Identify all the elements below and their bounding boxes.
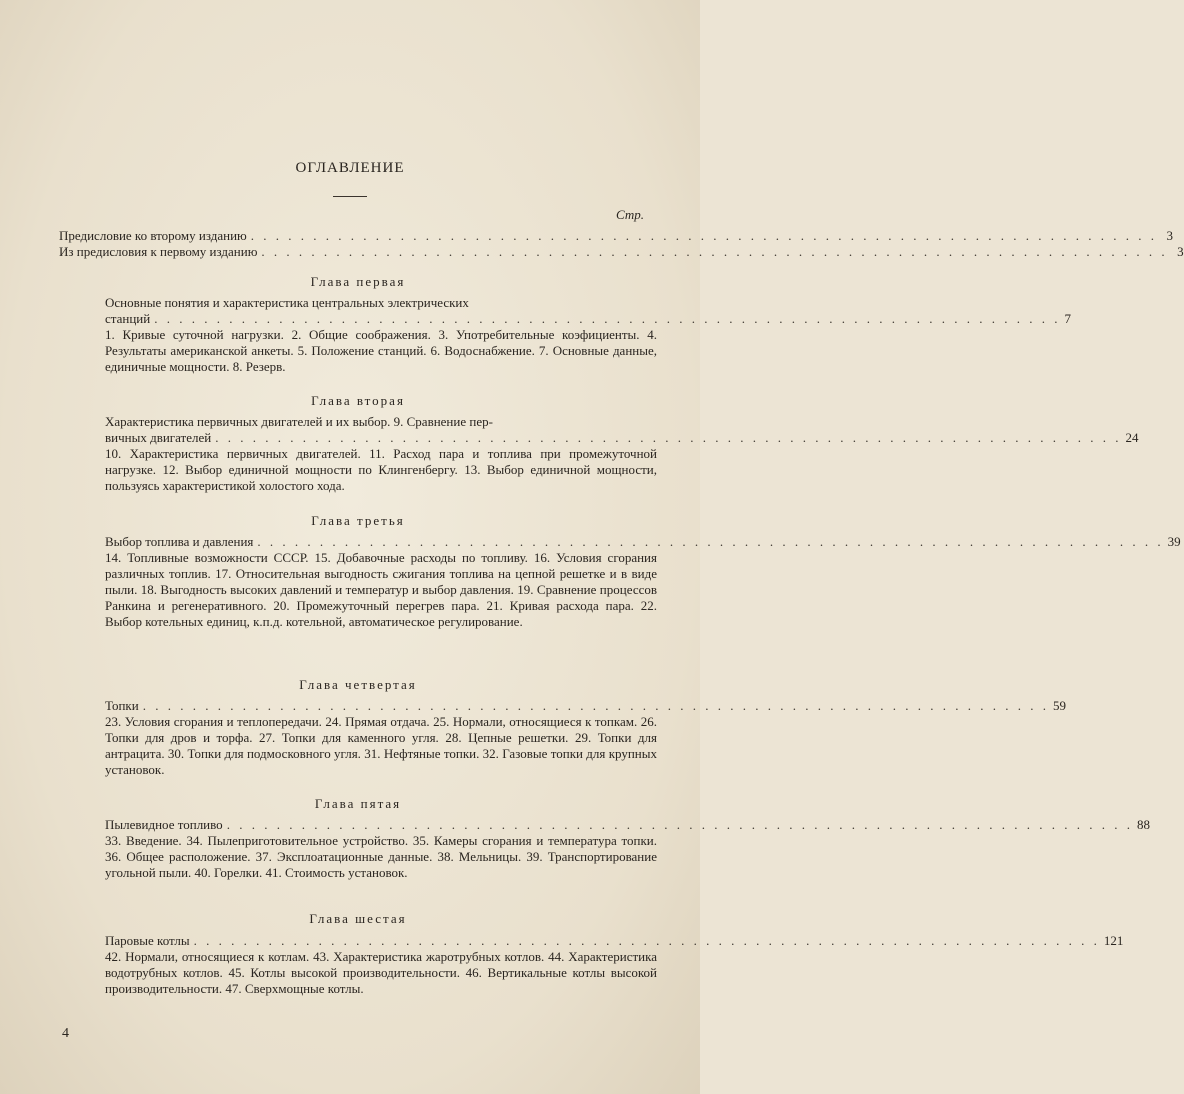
title-divider (333, 196, 367, 197)
leader-dots: . . . . . . . . . . . . . . . . . . . . . . . . . . . . . . . . . . . . . . . . . . . . . . . . . . . . . . . . . . . . . . . . . . . . . . . . . (142, 698, 1049, 713)
page-title: ОГЛАВЛЕНИЕ (295, 160, 405, 176)
leader-dots: . . . . . . . . . . . . . . . . . . . . . . . . . . . . . . . . . . . . . . . . . . . . . . . . . . . . . . . . . . . . . . . . . . . . . . . . . (261, 244, 1168, 259)
chapter-heading-6: Глава шестая (309, 911, 407, 926)
entry-text: вичных двигателей (105, 430, 212, 445)
entry-text: Выбор топлива и давления (105, 534, 254, 549)
chapter-heading-2: Глава вторая (311, 393, 405, 408)
entry-title-line: Основные понятия и характеристика центральных электрических (105, 295, 469, 310)
chapter-sections: 33. Введение. 34. Пылеприготовительное устройство. 35. Камеры сгорания и температура топки. 36. Общее расположение. 37. Эксплоатационные данные. 38. Мельницы. 39. Транспортирование угольной пыли. 40. Горелки. 41. Стоимость установок. (105, 833, 657, 880)
leader-dots: . . . . . . . . . . . . . . . . . . . . . . . . . . . . . . . . . . . . . . . . . . . . . . . . . . . . . . . . . . . . . . . . . . . . . . . . . (215, 430, 1122, 445)
leader-dots: . . . . . . . . . . . . . . . . . . . . . . . . . . . . . . . . . . . . . . . . . . . . . . . . . . . . . . . . . . . . . . . . . . . . . . . . . (193, 933, 1100, 948)
page-column-header: Стр. (616, 207, 644, 222)
chapter-heading-5: Глава пятая (314, 796, 402, 811)
chapter-heading-1: Глава первая (310, 274, 406, 289)
entry-page: 3 (1166, 228, 1174, 243)
entry-text: Топки (105, 698, 139, 713)
toc-entry-preface-1 (59, 244, 1184, 260)
entry-text: Паровые котлы (105, 933, 190, 948)
toc-entry-preface-2 (59, 228, 1174, 244)
chapter-sections: 14. Топливные возможности СССР. 15. Добавочные расходы по топливу. 16. Условия сгорания различных топлив. 17. Относительная выгодность сжигания топлива на цепной решетке и в виде пыли. 18. Выгодность высоких давлений и температур и выбор давления. 19. Сравнение процессов Ранкина и регенеративного. 20. Промежуточный перегрев пара. 21. Кривая расхода пара. 22. Выбор котельных единиц, к.п.д. котельной, автоматическое регулирование. (105, 550, 657, 629)
chapter-block-6 (105, 933, 1124, 997)
entry-text: станций (105, 311, 151, 326)
chapter-block-3 (105, 534, 1181, 630)
entry-page: 24 (1125, 430, 1139, 445)
chapter-sections: 42. Нормали, относящиеся к котлам. 43. Характеристика жаротрубных котлов. 44. Характеристика водотрубных котлов. 45. Котлы высокой производительности. 46. Вертикальные котлы высокой производительности. 47. Сверхмощные котлы. (105, 949, 657, 996)
chapter-block-2 (105, 414, 1139, 494)
entry-text: Предисловие ко второму изданию (59, 228, 247, 243)
chapter-sections: 1. Кривые суточной нагрузки. 2. Общие соображения. 3. Употребительные коэфициенты. 4. Результаты американской анкеты. 5. Положение станций. 6. Водоснабжение. 7. Основные данные, единичные мощности. 8. Резерв. (105, 327, 657, 374)
chapter-sections: 23. Условия сгорания и теплопередачи. 24. Прямая отдача. 25. Нормали, относящиеся к топкам. 26. Топки для дров и торфа. 27. Топки для каменного угля. 28. Цепные решетки. 29. Топки для антрацита. 30. Топки для подмосковного угля. 31. Нефтяные топки. 32. Газовые топки для крупных установок. (105, 714, 657, 777)
entry-title-line: Характеристика первичных двигателей и их выбор. 9. Сравнение пер- (105, 414, 493, 429)
chapter-block-5 (105, 817, 1150, 881)
leader-dots: . . . . . . . . . . . . . . . . . . . . . . . . . . . . . . . . . . . . . . . . . . . . . . . . . . . . . . . . . . . . . . . . . . . . . . . . . (257, 534, 1164, 549)
entry-page: 39 (1167, 534, 1181, 549)
entry-page: 7 (1064, 311, 1071, 326)
entry-text: Из предисловия к первому изданию (59, 244, 258, 259)
chapter-sections: 10. Характеристика первичных двигателей. 11. Расход пара и топлива при промежуточной нагрузке. 12. Выбор единичной мощности по Клингенбергу. 13. Выбор единичной мощности, пользуясь характеристикой холостого хода. (105, 446, 657, 493)
leader-dots: . . . . . . . . . . . . . . . . . . . . . . . . . . . . . . . . . . . . . . . . . . . . . . . . . . . . . . . . . . . . . . . . . . . . . . . . . (250, 228, 1158, 243)
chapter-block-4 (105, 698, 1066, 778)
entry-page: 121 (1103, 933, 1124, 948)
chapter-heading-4: Глава четвертая (299, 677, 417, 692)
chapter-heading-3: Глава третья (311, 513, 405, 528)
leader-dots: . . . . . . . . . . . . . . . . . . . . . . . . . . . . . . . . . . . . . . . . . . . . . . . . . . . . . . . . . . . . . . . . . . . . . . . . . (154, 311, 1061, 326)
leader-dots: . . . . . . . . . . . . . . . . . . . . . . . . . . . . . . . . . . . . . . . . . . . . . . . . . . . . . . . . . . . . . . . . . . . . . . . . . (226, 817, 1133, 832)
entry-page: 59 (1052, 698, 1066, 713)
page-number: 4 (62, 1026, 69, 1041)
entry-page: 88 (1136, 817, 1150, 832)
entry-text: Пылевидное топливо (105, 817, 223, 832)
chapter-block-1 (105, 295, 1071, 375)
entry-page: 3 (1177, 244, 1184, 259)
